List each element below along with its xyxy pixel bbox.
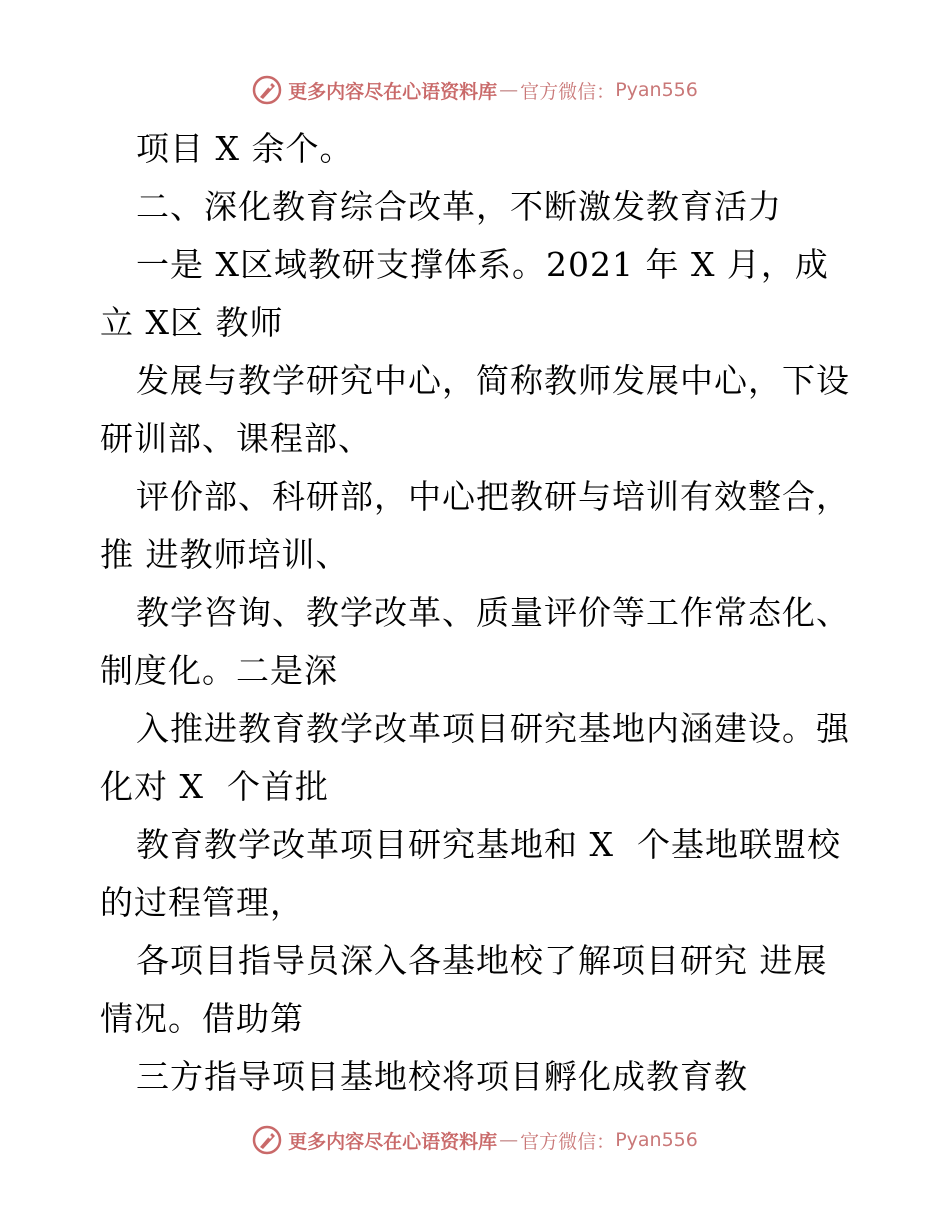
document-line: 三方指导项目基地校将项目孵化成教育教 — [136, 1057, 748, 1096]
document-line: 教学咨询、教学改革、质量评价等工作常态化、 — [136, 593, 850, 632]
document-line: 研训部、课程部、 — [100, 419, 372, 458]
document-line: 推 进教师培训、 — [100, 535, 350, 574]
watermark-contact-id: Pyan556 — [615, 79, 698, 101]
pen-nib-logo-icon — [252, 75, 282, 105]
document-line: 项目 X 余个。 — [136, 129, 354, 168]
header-watermark — [0, 70, 950, 110]
document-body — [100, 120, 860, 1106]
document-line: 二、深化教育综合改革，不断激发教育活力 — [136, 187, 782, 226]
document-line: 教育教学改革项目研究基地和 X 个基地联盟校 — [136, 825, 841, 864]
document-line: 各项目指导员深入各基地校了解项目研究 进展 — [136, 941, 828, 980]
document-line: 化对 X 个首批 — [100, 767, 329, 806]
document-line: 评价部、科研部，中心把教研与培训有效整合， — [136, 477, 850, 516]
document-line: 入推进教育教学改革项目研究基地内涵建设。强 — [136, 709, 850, 748]
footer-watermark — [0, 1120, 950, 1160]
document-line: 情况。借助第 — [100, 999, 304, 1038]
watermark-contact-id: Pyan556 — [615, 1129, 698, 1151]
watermark-separator: — — [499, 1129, 519, 1151]
pen-nib-logo-icon — [252, 1125, 282, 1155]
watermark-brand: 更多内容尽在心语资料库 — [288, 1130, 498, 1153]
document-line: 一是 X区域教研支撑体系。2021 年 X 月，成 — [136, 245, 829, 284]
document-line: 发展与教学研究中心，简称教师发展中心，下设 — [136, 361, 850, 400]
document-line: 立 X区 教师 — [100, 303, 284, 342]
document-line: 制度化。二是深 — [100, 651, 338, 690]
watermark-brand: 更多内容尽在心语资料库 — [288, 80, 498, 103]
document-line: 的过程管理， — [100, 883, 304, 922]
watermark-separator: — — [499, 79, 519, 101]
watermark-contact-label: 官方微信： — [520, 80, 616, 103]
watermark-contact-label: 官方微信： — [520, 1130, 616, 1153]
